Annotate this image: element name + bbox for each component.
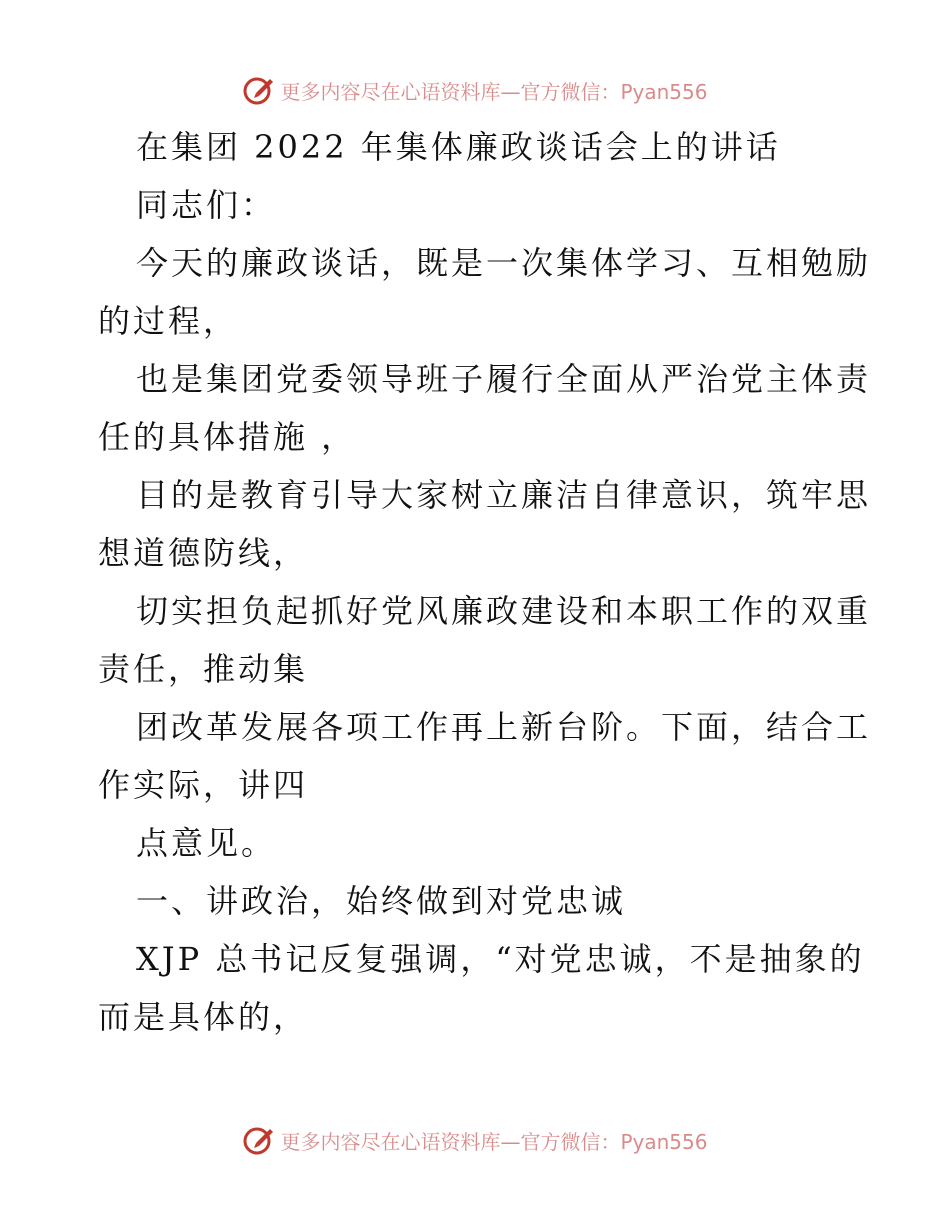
document-body (98, 118, 872, 1046)
paragraph-line: 团改革发展各项工作再上新台阶。下面，结合工 (136, 708, 872, 746)
paragraph-line: 想道德防线， (98, 534, 309, 572)
paragraph-line: 今天的廉政谈话，既是一次集体学习、互相勉励 (136, 244, 872, 282)
paragraph-line: 目的是教育引导大家树立廉洁自律意识，筑牢思 (136, 476, 872, 514)
pen-logo-icon (242, 1123, 276, 1157)
watermark-text: 更多内容尽在心语资料库—官方微信：Pyan556 (280, 79, 708, 104)
document-title: 在集团 2022 年集体廉政谈话会上的讲话 (136, 128, 781, 166)
pen-logo-icon (242, 73, 276, 107)
paragraph-line: 的过程， (98, 302, 239, 340)
salutation: 同志们： (136, 186, 277, 224)
paragraph-line: 而是具体的， (98, 998, 309, 1036)
paragraph-line: 也是集团党委领导班子履行全面从严治党主体责 (136, 360, 872, 398)
paragraph-line: 任的具体措施 ， (98, 418, 357, 456)
watermark-banner-top (0, 70, 950, 110)
watermark-banner-bottom (0, 1120, 950, 1160)
paragraph-line: 点意见。 (136, 824, 277, 862)
watermark-text: 更多内容尽在心语资料库—官方微信：Pyan556 (280, 1129, 708, 1154)
paragraph-line: 作实际，讲四 (98, 766, 309, 804)
paragraph-line: 切实担负起抓好党风廉政建设和本职工作的双重 (136, 592, 872, 630)
paragraph-line: 责任，推动集 (98, 650, 309, 688)
paragraph-line: XJP 总书记反复强调，“对党忠诚，不是抽象的 (136, 940, 865, 978)
section-heading: 一、讲政治，始终做到对党忠诚 (136, 882, 627, 920)
